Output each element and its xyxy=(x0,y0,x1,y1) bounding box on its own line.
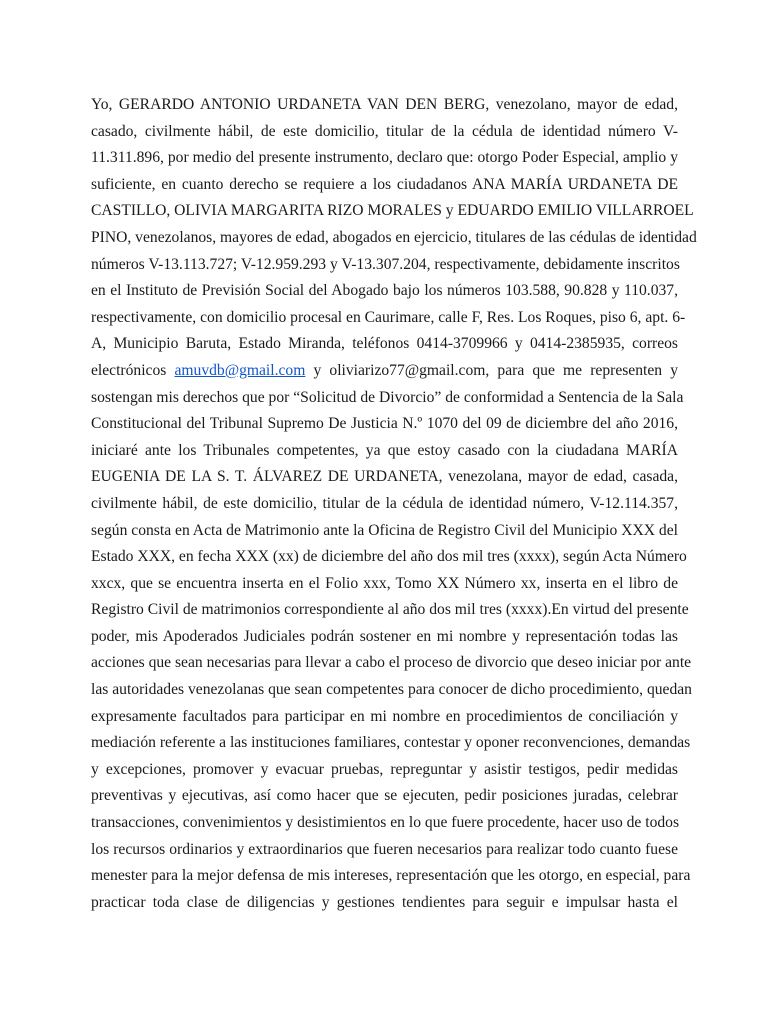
text-line: 11.311.896, por medio del presente instrumento, declaro que: otorgo Poder Especial, amplio y xyxy=(91,149,678,167)
text-line: CASTILLO, OLIVIA MARGARITA RIZO MORALES y EDUARDO EMILIO VILLARROEL xyxy=(91,202,694,220)
text-line: según consta en Acta de Matrimonio ante la Oficina de Registro Civil del Municipio XXX del xyxy=(91,521,678,539)
text-line: acciones que sean necesarias para llevar a cabo el proceso de divorcio que deseo iniciar por ante xyxy=(91,654,692,672)
text-line: sostengan mis derechos que por “Solicitud de Divorcio” de conformidad a Sentencia de la Sala xyxy=(91,388,684,406)
text-line: civilmente hábil, de este domicilio, titular de la cédula de identidad número, V-12.114.357, xyxy=(91,494,678,512)
email-line-suffix: y oliviarizo77@gmail.com, para que me representen y xyxy=(305,361,679,379)
text-line: los recursos ordinarios y extraordinarios que fueren necesarios para realizar todo cuanto fuese xyxy=(91,840,678,858)
text-line: números V-13.113.727; V-12.959.293 y V-13.307.204, respectivamente, debidamente inscritos xyxy=(91,255,680,273)
text-line: xxcx, que se encuentra inserta en el Folio xxx, Tomo XX Número xx, inserta en el libro de xyxy=(91,574,678,592)
text-line: Estado XXX, en fecha XXX (xx) de diciembre del año dos mil tres (xxxx), según Acta Número xyxy=(91,548,687,566)
text-line: iniciaré ante los Tribunales competentes, ya que estoy casado con la ciudadana MARÍA xyxy=(91,441,678,459)
text-line: mediación referente a las instituciones familiares, contestar y oponer reconvenciones, demandas xyxy=(91,734,691,752)
text-line: suficiente, en cuanto derecho se requiere a los ciudadanos ANA MARÍA URDANETA DE xyxy=(91,175,678,193)
document-body xyxy=(91,92,697,916)
text-line: y excepciones, promover y evacuar pruebas, repreguntar y asistir testigos, pedir medidas xyxy=(91,760,678,778)
text-line: A, Municipio Baruta, Estado Miranda, teléfonos 0414-3709966 y 0414-2385935, correos xyxy=(91,335,678,353)
text-line: respectivamente, con domicilio procesal en Caurimare, calle F, Res. Los Roques, piso 6, apt. 6- xyxy=(91,308,686,326)
text-line: EUGENIA DE LA S. T. ÁLVAREZ DE URDANETA, venezolana, mayor de edad, casada, xyxy=(91,468,678,486)
email-link[interactable]: amuvdb@gmail.com xyxy=(174,361,306,379)
text-line: Constitucional del Tribunal Supremo De Justicia N.º 1070 del 09 de diciembre del año 2016, xyxy=(91,415,678,433)
text-line: en el Instituto de Previsión Social del Abogado bajo los números 103.588, 90.828 y 110.037, xyxy=(91,282,678,300)
text-line: expresamente facultados para participar en mi nombre en procedimientos de conciliación y xyxy=(91,707,678,725)
text-line: poder, mis Apoderados Judiciales podrán sostener en mi nombre y representación todas las xyxy=(91,627,678,645)
text-line: preventivas y ejecutivas, así como hacer que se ejecuten, pedir posiciones juradas, celebrar xyxy=(91,787,678,805)
text-line: menester para la mejor defensa de mis intereses, representación que les otorgo, en especial, para xyxy=(91,867,691,885)
text-line: transacciones, convenimientos y desistimientos en lo que fuere procedente, hacer uso de todos xyxy=(91,814,680,832)
text-line: las autoridades venezolanas que sean competentes para conocer de dicho procedimiento, quedan xyxy=(91,681,692,699)
text-line-email xyxy=(91,358,678,385)
text-line: casado, civilmente hábil, de este domicilio, titular de la cédula de identidad número V- xyxy=(91,122,678,140)
text-line: practicar toda clase de diligencias y gestiones tendientes para seguir e impulsar hasta el xyxy=(91,893,678,911)
text-line: Yo, GERARDO ANTONIO URDANETA VAN DEN BERG, venezolano, mayor de edad, xyxy=(91,96,678,113)
text-line: Registro Civil de matrimonios correspondiente al año dos mil tres (xxxx).En virtud del presente xyxy=(91,601,689,619)
email-line-prefix: electrónicos xyxy=(91,361,175,379)
text-line: PINO, venezolanos, mayores de edad, abogados en ejercicio, titulares de las cédulas de identidad xyxy=(91,228,697,246)
